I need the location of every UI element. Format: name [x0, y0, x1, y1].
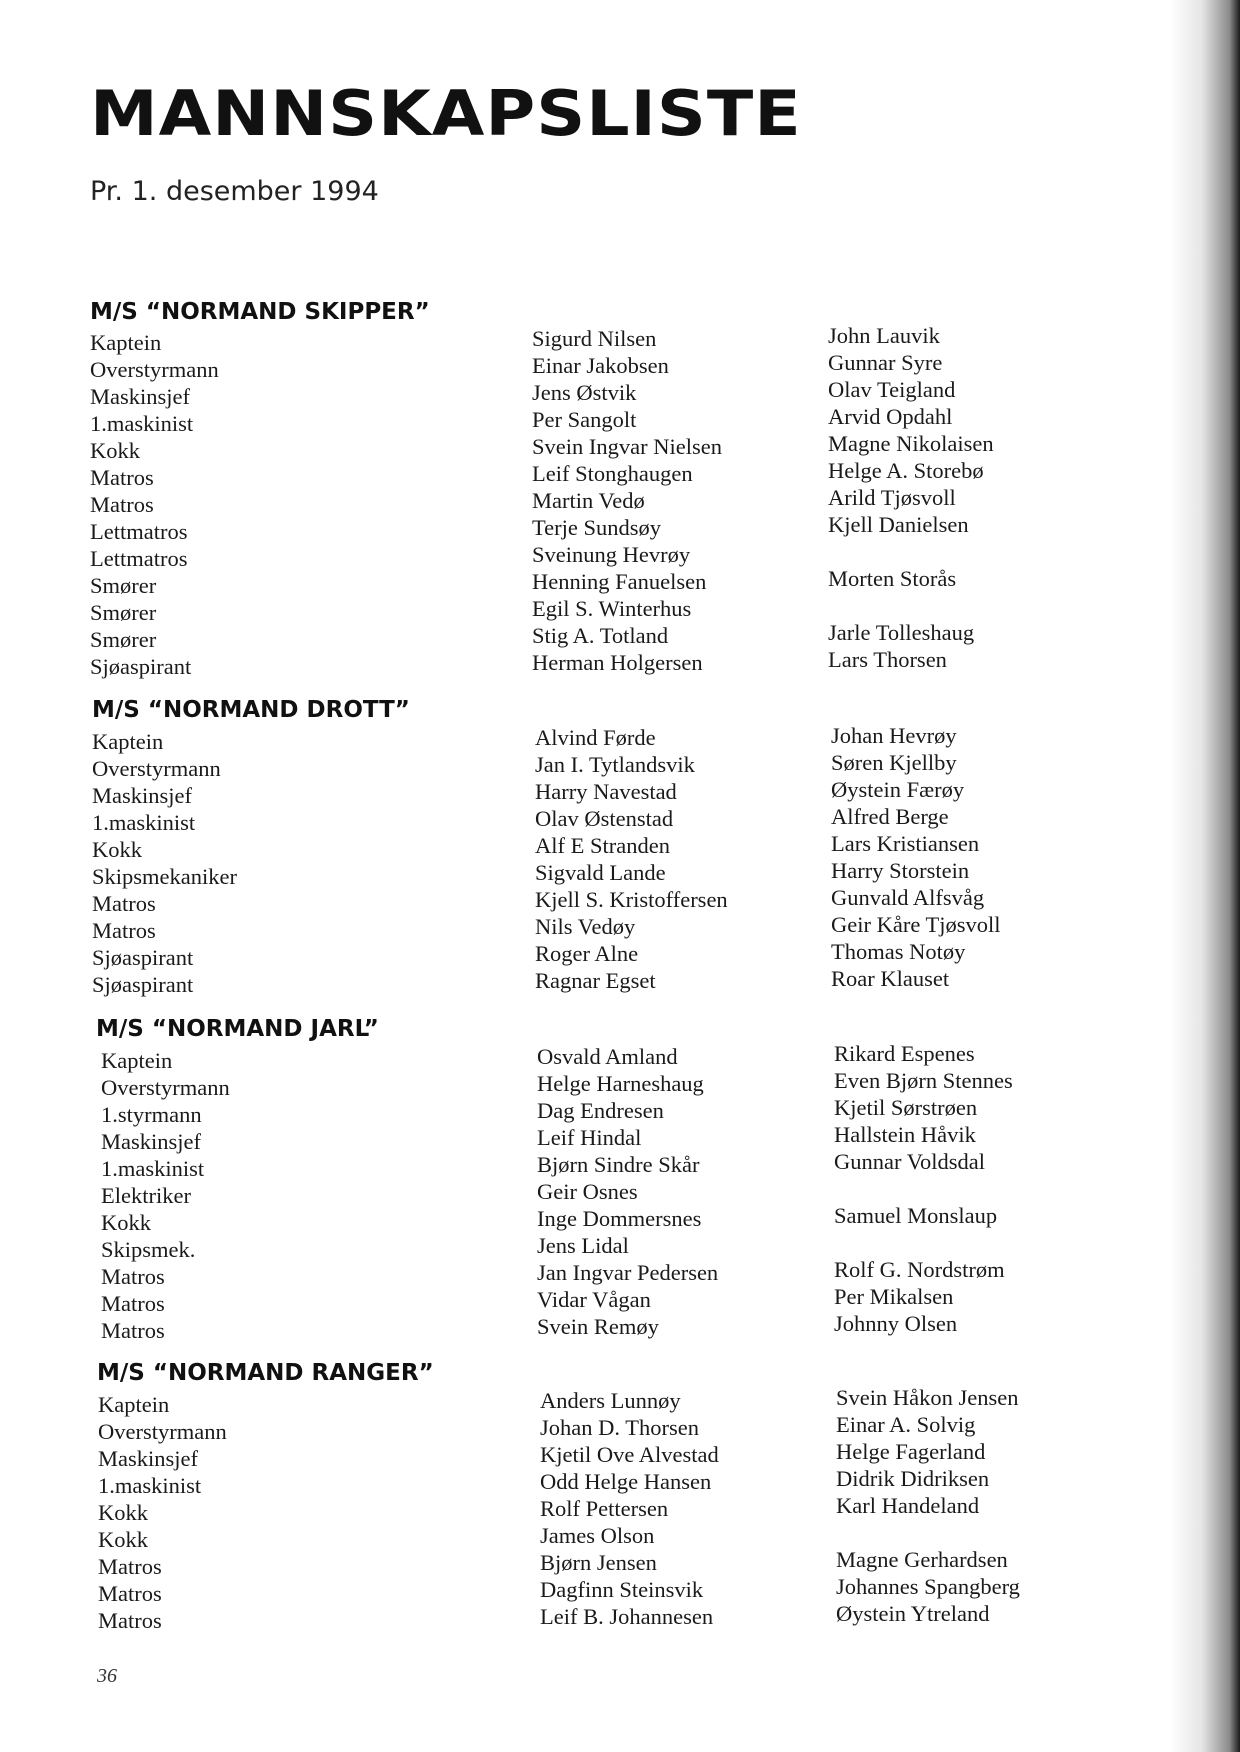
rank-item: Overstyrmann	[98, 1419, 227, 1444]
crew-name: Thomas Notøy	[831, 939, 966, 964]
crew-name: Dagfinn Steinsvik	[540, 1577, 704, 1602]
rank-item: Matros	[101, 1264, 165, 1289]
crew-name: Rolf G. Nordstrøm	[834, 1257, 1005, 1282]
rank-item: Kokk	[98, 1500, 148, 1525]
crew-name: Svein Ingvar Nielsen	[532, 434, 722, 459]
crew-name: Johnny Olsen	[834, 1311, 958, 1336]
crew-name: Henning Fanuelsen	[532, 569, 707, 594]
rank-item: Kokk	[101, 1210, 151, 1235]
rank-item: Matros	[98, 1581, 162, 1606]
crew-name: Jan I. Tytlandsvik	[535, 752, 695, 777]
crew-name: Kjetil Sørstrøen	[834, 1095, 978, 1120]
crew-name: Sigvald Lande	[535, 860, 666, 885]
rank-item: 1.styrmann	[101, 1102, 202, 1127]
crew-name: Nils Vedøy	[535, 914, 636, 939]
crew-name: Geir Osnes	[537, 1179, 638, 1204]
crew-name: Anders Lunnøy	[540, 1388, 681, 1413]
crew-column-b-normand-skipper	[828, 322, 994, 673]
rank-item: Sjøaspirant	[90, 654, 192, 679]
crew-gap	[828, 538, 994, 565]
rank-item: Maskinsjef	[90, 384, 190, 409]
crew-name: Osvald Amland	[537, 1044, 678, 1069]
crew-column-a-normand-jarl	[537, 1043, 718, 1340]
crew-name: Geir Kåre Tjøsvoll	[831, 912, 1001, 937]
crew-name: Gunvald Alfsvåg	[831, 885, 985, 910]
crew-name: Odd Helge Hansen	[540, 1469, 712, 1494]
rank-item: Overstyrmann	[90, 357, 219, 382]
crew-name: Per Sangolt	[532, 407, 637, 432]
rank-item: Maskinsjef	[92, 783, 192, 808]
rank-item: Elektriker	[101, 1183, 191, 1208]
crew-column-a-normand-ranger	[540, 1387, 719, 1630]
crew-name: Jens Lidal	[537, 1233, 629, 1258]
crew-name: Inge Dommersnes	[537, 1206, 702, 1231]
rank-column-normand-jarl	[101, 1047, 230, 1344]
crew-name: Magne Nikolaisen	[828, 431, 994, 456]
rank-item: Kaptein	[90, 330, 162, 355]
crew-name: Øystein Færøy	[831, 777, 965, 802]
crew-name: Leif Stonghaugen	[532, 461, 693, 486]
rank-item: Kaptein	[92, 729, 164, 754]
rank-item: Skipsmekaniker	[92, 864, 237, 889]
crew-gap	[834, 1175, 1013, 1202]
crew-name: Lars Kristiansen	[831, 831, 980, 856]
crew-name: Stig A. Totland	[532, 623, 669, 648]
crew-column-a-normand-drott	[535, 724, 728, 994]
crew-name: Olav Teigland	[828, 377, 956, 402]
page-title: MANNSKAPSLISTE	[90, 78, 802, 151]
rank-column-normand-ranger	[98, 1391, 227, 1634]
page-subtitle: Pr. 1. desember 1994	[90, 176, 379, 207]
ship-heading-normand-skipper: M/S “NORMAND SKIPPER”	[90, 299, 430, 325]
crew-name: Karl Handeland	[836, 1493, 980, 1518]
rank-item: Matros	[101, 1291, 165, 1316]
crew-name: Gunnar Voldsdal	[834, 1149, 986, 1174]
crew-gap	[836, 1519, 1020, 1546]
rank-item: 1.maskinist	[101, 1156, 205, 1181]
crew-name: Svein Håkon Jensen	[836, 1385, 1019, 1410]
crew-name: Gunnar Syre	[828, 350, 943, 375]
crew-name: Johan Hevrøy	[831, 723, 957, 748]
crew-name: Terje Sundsøy	[532, 515, 662, 540]
rank-item: Sjøaspirant	[92, 972, 194, 997]
rank-item: Kaptein	[98, 1392, 170, 1417]
crew-name: Roger Alne	[535, 941, 639, 966]
rank-item: Matros	[92, 918, 156, 943]
rank-item: Smører	[90, 600, 157, 625]
rank-item: Kokk	[98, 1527, 148, 1552]
rank-item: Matros	[98, 1608, 162, 1633]
crew-name: Einar Jakobsen	[532, 353, 669, 378]
crew-name: Egil S. Winterhus	[532, 596, 692, 621]
rank-item: Matros	[101, 1318, 165, 1343]
crew-name: Magne Gerhardsen	[836, 1547, 1008, 1572]
rank-item: Skipsmek.	[101, 1237, 196, 1262]
crew-name: Harry Navestad	[535, 779, 677, 804]
crew-name: John Lauvik	[828, 323, 940, 348]
crew-name: Hallstein Håvik	[834, 1122, 976, 1147]
crew-name: Dag Endresen	[537, 1098, 664, 1123]
crew-name: Johannes Spangberg	[836, 1574, 1020, 1599]
crew-name: Bjørn Sindre Skår	[537, 1152, 700, 1177]
rank-item: Overstyrmann	[92, 756, 221, 781]
crew-name: Søren Kjellby	[831, 750, 957, 775]
rank-item: Overstyrmann	[101, 1075, 230, 1100]
crew-name: Kjell S. Kristoffersen	[535, 887, 728, 912]
crew-name: Alvind Førde	[535, 725, 656, 750]
rank-item: Smører	[90, 573, 157, 598]
crew-name: Jarle Tolleshaug	[828, 620, 975, 645]
ship-heading-normand-drott: M/S “NORMAND DROTT”	[92, 697, 410, 723]
ship-heading-normand-ranger: M/S “NORMAND RANGER”	[97, 1360, 434, 1386]
crew-column-a-normand-skipper	[532, 325, 722, 676]
crew-name: Helge Fagerland	[836, 1439, 986, 1464]
crew-name: Helge A. Storebø	[828, 458, 984, 483]
crew-gap	[828, 592, 994, 619]
crew-name: Kjell Danielsen	[828, 512, 969, 537]
crew-name: Jan Ingvar Pedersen	[537, 1260, 719, 1285]
crew-name: Herman Holgersen	[532, 650, 703, 675]
crew-name: Øystein Ytreland	[836, 1601, 990, 1626]
crew-name: Per Mikalsen	[834, 1284, 954, 1309]
crew-name: Helge Harneshaug	[537, 1071, 704, 1096]
rank-column-normand-skipper	[90, 329, 219, 680]
crew-name: Bjørn Jensen	[540, 1550, 657, 1575]
rank-item: Lettmatros	[90, 546, 188, 571]
rank-item: 1.maskinist	[92, 810, 196, 835]
crew-gap	[834, 1229, 1013, 1256]
crew-name: Rolf Pettersen	[540, 1496, 669, 1521]
page-number: 36	[97, 1665, 117, 1687]
rank-item: 1.maskinist	[98, 1473, 202, 1498]
crew-name: Olav Østenstad	[535, 806, 674, 831]
crew-name: James Olson	[540, 1523, 655, 1548]
crew-name: Martin Vedø	[532, 488, 645, 513]
crew-name: Jens Østvik	[532, 380, 637, 405]
crew-column-b-normand-drott	[831, 722, 1001, 992]
rank-item: Sjøaspirant	[92, 945, 194, 970]
crew-name: Einar A. Solvig	[836, 1412, 976, 1437]
crew-name: Alf E Stranden	[535, 833, 670, 858]
crew-name: Sveinung Hevrøy	[532, 542, 691, 567]
crew-name: Johan D. Thorsen	[540, 1415, 699, 1440]
rank-item: Kokk	[90, 438, 140, 463]
rank-column-normand-drott	[92, 728, 237, 998]
crew-name: Roar Klauset	[831, 966, 950, 991]
crew-name: Sigurd Nilsen	[532, 326, 657, 351]
crew-name: Even Bjørn Stennes	[834, 1068, 1013, 1093]
crew-name: Vidar Vågan	[537, 1287, 651, 1312]
rank-item: Kokk	[92, 837, 142, 862]
crew-name: Rikard Espenes	[834, 1041, 975, 1066]
rank-item: Smører	[90, 627, 157, 652]
crew-name: Didrik Didriksen	[836, 1466, 990, 1491]
crew-name: Morten Storås	[828, 566, 957, 591]
crew-name: Leif B. Johannesen	[540, 1604, 714, 1629]
rank-item: Kaptein	[101, 1048, 173, 1073]
page-edge-shadow	[1170, 0, 1240, 1752]
crew-name: Svein Remøy	[537, 1314, 659, 1339]
rank-item: Matros	[92, 891, 156, 916]
crew-name: Kjetil Ove Alvestad	[540, 1442, 719, 1467]
crew-name: Arild Tjøsvoll	[828, 485, 956, 510]
rank-item: 1.maskinist	[90, 411, 194, 436]
rank-item: Matros	[90, 465, 154, 490]
ship-heading-normand-jarl: M/S “NORMAND JARL”	[96, 1016, 379, 1042]
rank-item: Matros	[98, 1554, 162, 1579]
rank-item: Maskinsjef	[98, 1446, 198, 1471]
rank-item: Lettmatros	[90, 519, 188, 544]
crew-name: Alfred Berge	[831, 804, 949, 829]
rank-item: Matros	[90, 492, 154, 517]
crew-name: Lars Thorsen	[828, 647, 947, 672]
crew-column-b-normand-jarl	[834, 1040, 1013, 1337]
crew-name: Ragnar Egset	[535, 968, 656, 993]
rank-item: Maskinsjef	[101, 1129, 201, 1154]
crew-column-b-normand-ranger	[836, 1384, 1020, 1627]
crew-name: Leif Hindal	[537, 1125, 642, 1150]
crew-name: Samuel Monslaup	[834, 1203, 998, 1228]
crew-name: Arvid Opdahl	[828, 404, 953, 429]
crew-name: Harry Storstein	[831, 858, 970, 883]
